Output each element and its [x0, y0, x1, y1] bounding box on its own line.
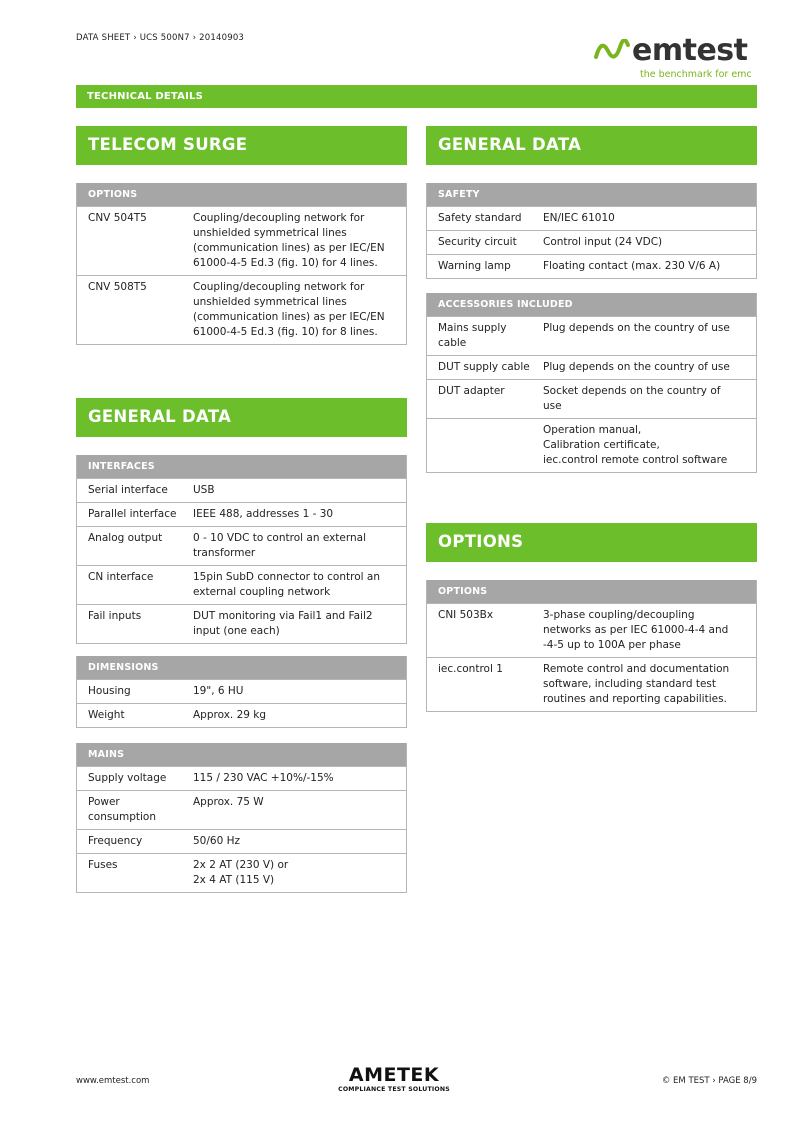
- table-heading: SAFETY: [427, 183, 756, 206]
- dimensions-table: [76, 656, 407, 728]
- row-key: CNV 504T5: [88, 212, 147, 224]
- row-key: Frequency: [88, 835, 143, 847]
- emtest-logo: [594, 33, 759, 83]
- table-row: [77, 275, 406, 344]
- row-key: CNI 503Bx: [438, 609, 494, 621]
- footer-website: www.emtest.com: [76, 1076, 150, 1086]
- row-key: Parallel interface: [88, 508, 177, 520]
- telecom-options-table: [76, 183, 407, 345]
- telecom-surge-title: TELECOM SURGE: [76, 126, 407, 165]
- row-value: IEEE 488, addresses 1 - 30: [193, 508, 334, 520]
- breadcrumb: DATA SHEET › UCS 500N7 › 20140903: [76, 33, 245, 43]
- table-row: [427, 316, 756, 355]
- row-key: Weight: [88, 709, 125, 721]
- row-key: [427, 423, 543, 468]
- options-table-right: [426, 580, 757, 712]
- accessories-table: [426, 293, 757, 473]
- table-heading: DIMENSIONS: [77, 656, 406, 679]
- table-row: [77, 604, 406, 643]
- table-row: [77, 829, 406, 853]
- row-key: CNV 508T5: [88, 281, 147, 293]
- general-data-title-right: GENERAL DATA: [426, 126, 757, 165]
- emtest-wave-icon: [594, 39, 630, 61]
- row-value: 19", 6 HU: [193, 685, 244, 697]
- row-key: Power consumption: [88, 796, 156, 823]
- row-value: 115 / 230 VAC +10%/-15%: [193, 772, 334, 784]
- table-row: [77, 703, 406, 727]
- row-value: Coupling/decoupling network for unshielded symmetrical lines (communication lines) as per IEC/EN 61000-4-5 Ed.3 (fig. 10) for 4 lines.: [193, 212, 385, 269]
- table-row: [77, 766, 406, 790]
- row-value: 15pin SubD connector to control an external coupling network: [193, 571, 380, 598]
- table-heading: INTERFACES: [77, 455, 406, 478]
- table-row: [77, 853, 406, 892]
- table-heading: OPTIONS: [427, 580, 756, 603]
- table-row: [77, 790, 406, 829]
- table-row: [427, 206, 756, 230]
- row-value: 2x 2 AT (230 V) or 2x 4 AT (115 V): [193, 859, 289, 886]
- ametek-wordmark: AMETEK: [348, 1064, 440, 1086]
- row-value: 0 - 10 VDC to control an external transformer: [193, 532, 367, 559]
- row-key: Security circuit: [438, 236, 517, 248]
- row-value: Coupling/decoupling network for unshielded symmetrical lines (communication lines) as per IEC/EN 61000-4-5 Ed.3 (fig. 10) for 8 lines.: [193, 281, 385, 338]
- row-key: Warning lamp: [438, 260, 511, 272]
- logo-wordmark: emtest: [632, 33, 748, 68]
- row-value: Plug depends on the country of use: [543, 361, 730, 373]
- table-row: [77, 502, 406, 526]
- row-value: USB: [193, 484, 215, 496]
- row-value: Floating contact (max. 230 V/6 A): [543, 260, 721, 272]
- row-value: EN/IEC 61010: [543, 212, 615, 224]
- table-row: [77, 679, 406, 703]
- ametek-subtitle: COMPLIANCE TEST SOLUTIONS: [338, 1086, 450, 1093]
- interfaces-table: [76, 455, 407, 644]
- ametek-logo: [332, 1066, 456, 1096]
- mains-table: [76, 743, 407, 893]
- row-value: 50/60 Hz: [193, 835, 241, 847]
- table-heading: OPTIONS: [77, 183, 406, 206]
- table-row: [77, 565, 406, 604]
- row-key: Analog output: [88, 532, 163, 544]
- table-row: [77, 206, 406, 275]
- row-key: DUT adapter: [438, 385, 505, 397]
- row-value: 3-phase coupling/decoupling networks as per IEC 61000-4-4 and -4-5 up to 100A per phase: [543, 609, 729, 651]
- row-value: Control input (24 VDC): [543, 236, 663, 248]
- row-key: CN interface: [88, 571, 154, 583]
- row-key: Fail inputs: [88, 610, 142, 622]
- table-row: [427, 355, 756, 379]
- row-value: Approx. 29 kg: [193, 709, 267, 721]
- row-key: Serial interface: [88, 484, 168, 496]
- table-row: [427, 230, 756, 254]
- row-key: Housing: [88, 685, 131, 697]
- table-row: [77, 478, 406, 502]
- table-heading: ACCESSORIES INCLUDED: [427, 293, 756, 316]
- row-value: Approx. 75 W: [193, 796, 264, 808]
- row-key: Supply voltage: [88, 772, 167, 784]
- general-data-title-left: GENERAL DATA: [76, 398, 407, 437]
- options-title-right: OPTIONS: [426, 523, 757, 562]
- table-row: [427, 254, 756, 278]
- row-key: Mains supply cable: [438, 322, 507, 349]
- technical-details-bar: TECHNICAL DETAILS: [76, 85, 757, 108]
- table-heading: MAINS: [77, 743, 406, 766]
- safety-table: [426, 183, 757, 279]
- row-key: Fuses: [88, 859, 118, 871]
- row-value: Plug depends on the country of use: [543, 322, 730, 334]
- row-value: DUT monitoring via Fail1 and Fail2 input (one each): [193, 610, 373, 637]
- footer-page-number: © EM TEST › PAGE 8/9: [661, 1076, 757, 1086]
- logo-tagline: the benchmark for emc: [640, 69, 752, 80]
- row-value: Socket depends on the country of use: [543, 385, 721, 412]
- row-value: Remote control and documentation software, including standard test routines and reporting capabilities.: [543, 663, 730, 705]
- row-key: Safety standard: [438, 212, 522, 224]
- row-key: DUT supply cable: [438, 361, 530, 373]
- table-row: [427, 603, 756, 657]
- row-value: Operation manual, Calibration certificate, iec.control remote control software: [543, 424, 728, 466]
- table-row: [427, 418, 756, 472]
- table-row: [427, 657, 756, 711]
- row-key: iec.control 1: [438, 663, 503, 675]
- table-row: [427, 379, 756, 418]
- table-row: [77, 526, 406, 565]
